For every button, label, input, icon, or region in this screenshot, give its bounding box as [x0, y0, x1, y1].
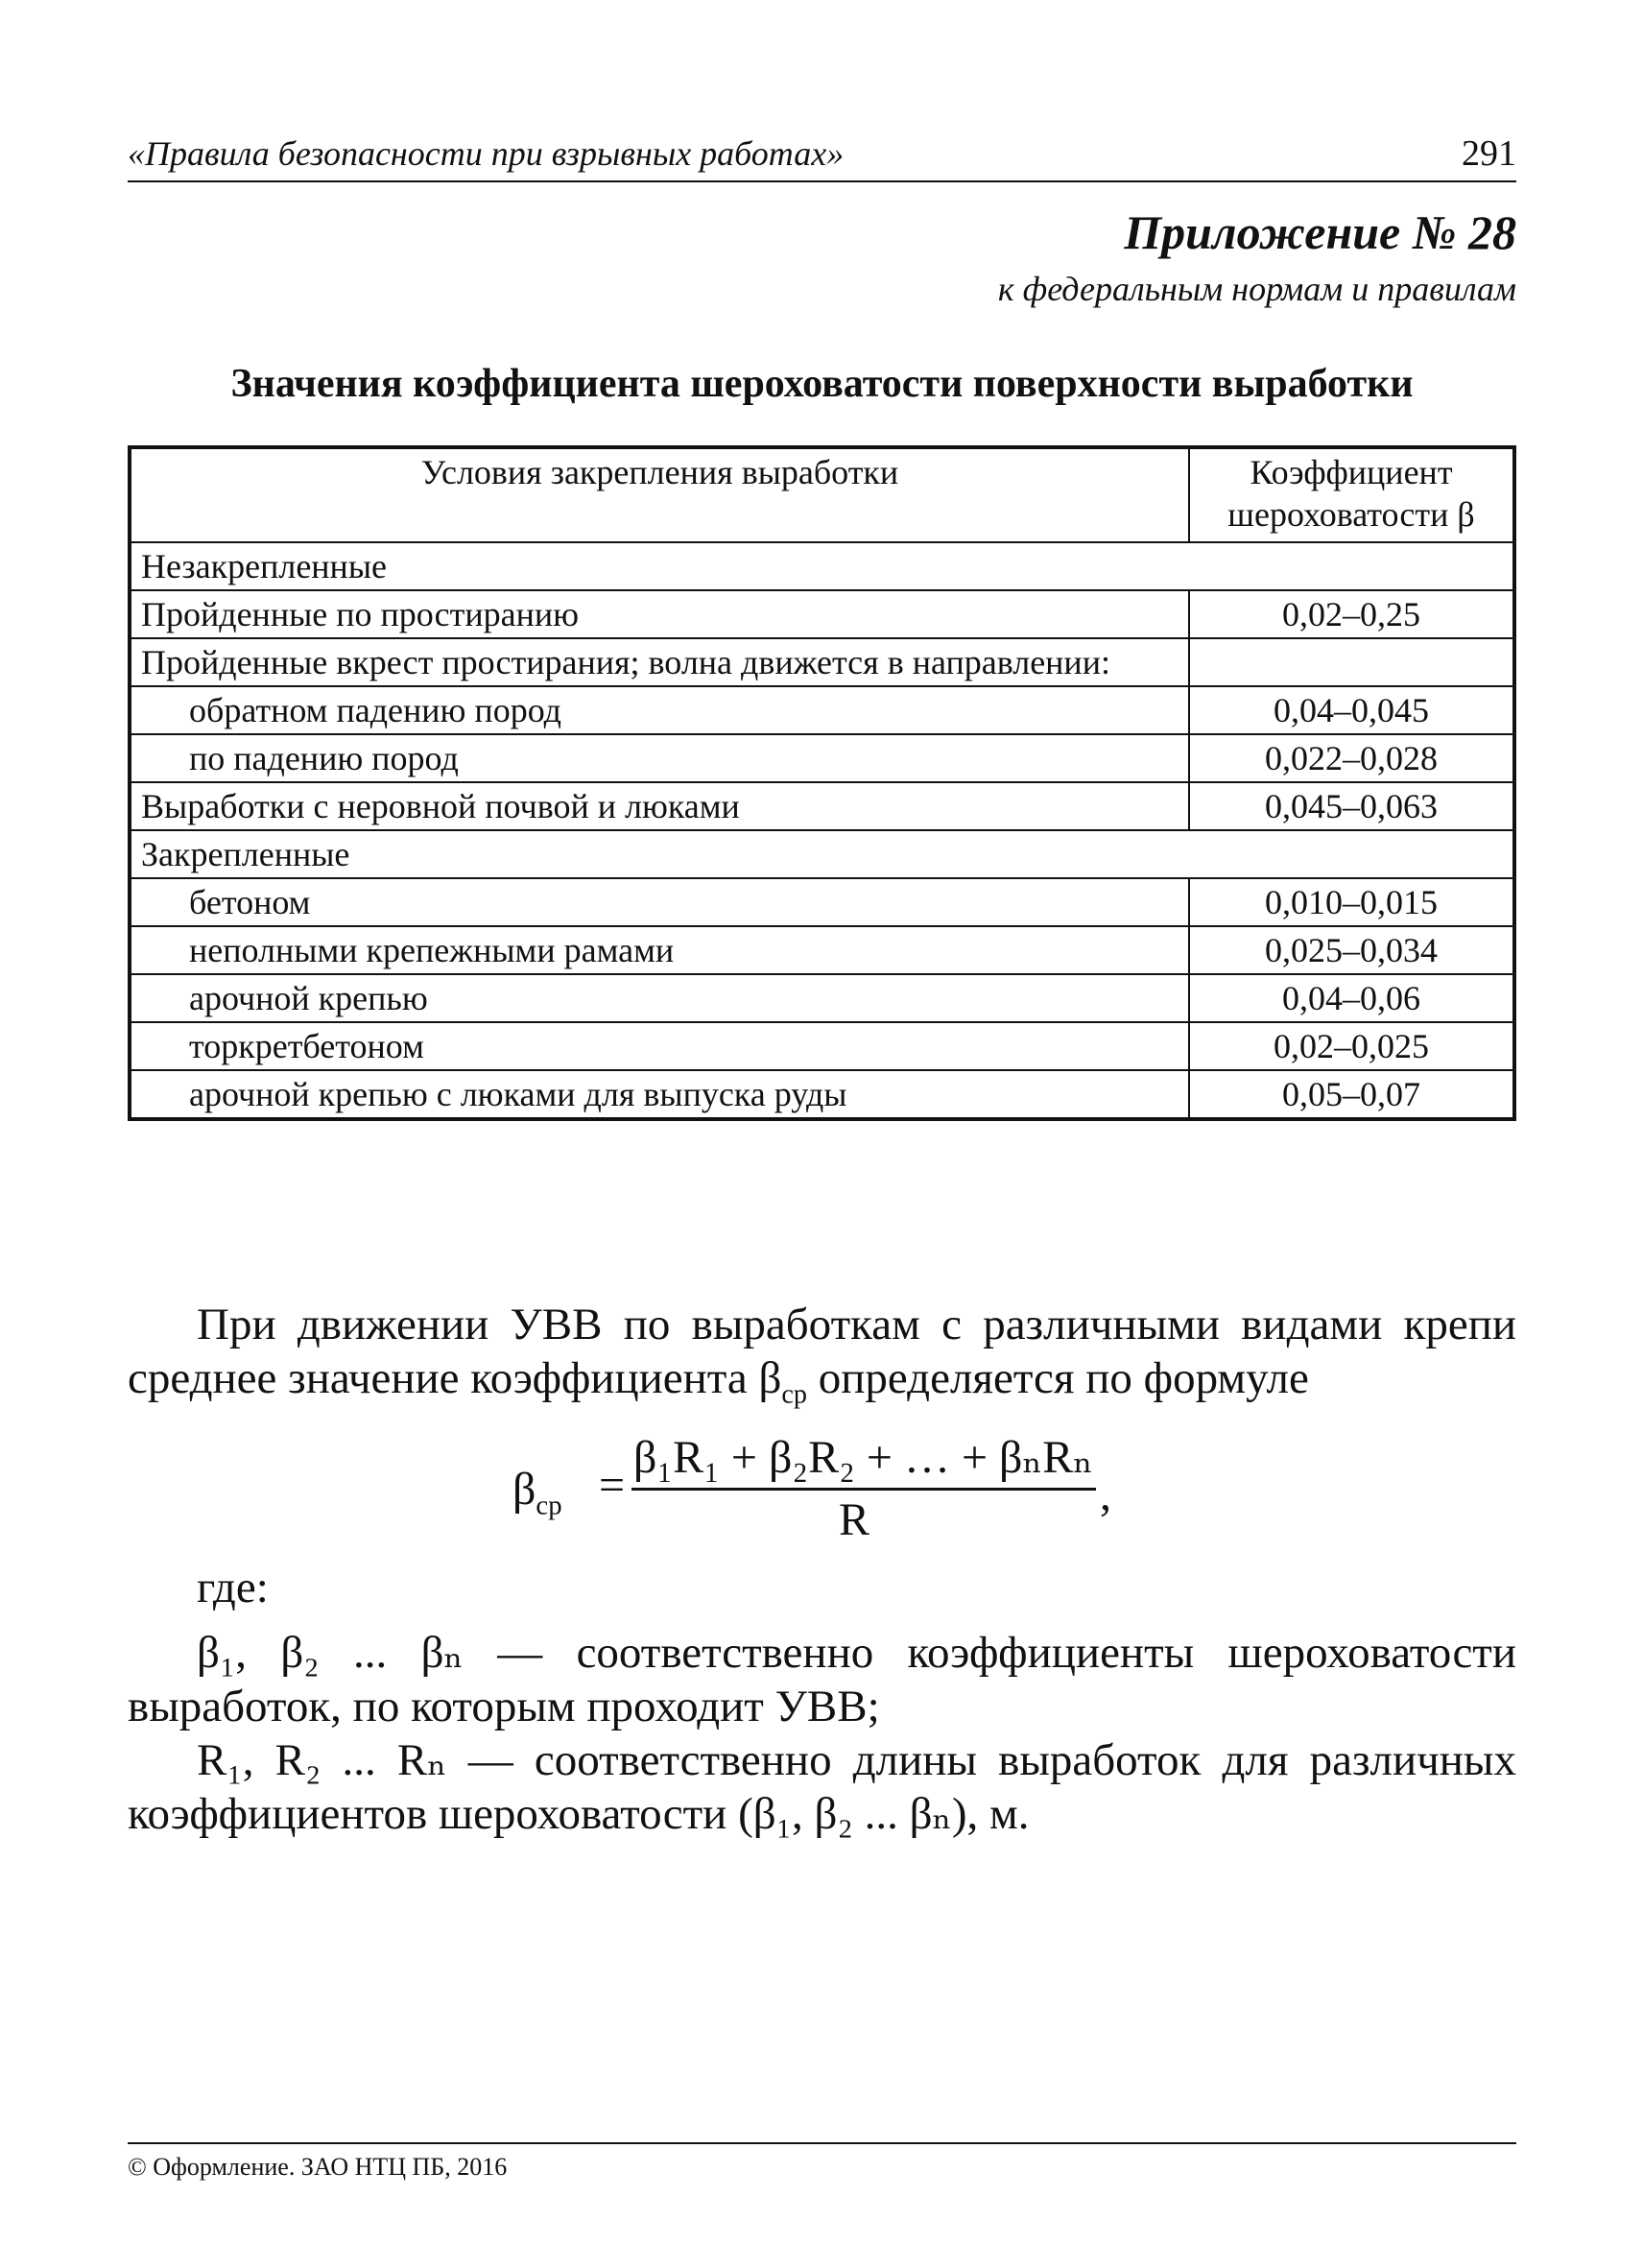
header-coefficient: Коэффициент шероховатости β	[1189, 447, 1514, 542]
table-row	[130, 542, 1514, 590]
row-label: обратном падению пород	[130, 686, 1189, 734]
row-value: 0,045–0,063	[1189, 782, 1514, 830]
intro-text-end: определяется по формуле	[807, 1353, 1309, 1403]
table-row	[130, 830, 1514, 878]
row-value: 0,04–0,045	[1189, 686, 1514, 734]
row-value: 0,02–0,025	[1189, 1022, 1514, 1070]
running-header	[128, 131, 1516, 182]
row-value: 0,05–0,07	[1189, 1070, 1514, 1119]
row-label: бетоном	[130, 878, 1189, 926]
row-label: торкретбетоном	[130, 1022, 1189, 1070]
running-title: «Правила безопасности при взрывных работах»	[128, 134, 845, 173]
formula-equals: =	[599, 1460, 626, 1511]
row-value: 0,02–0,25	[1189, 590, 1514, 638]
table-row	[130, 590, 1514, 638]
row-label: Выработки с неровной почвой и люками	[130, 782, 1189, 830]
table-row	[130, 686, 1514, 734]
footer-copyright: © Оформление. ЗАО НТЦ ПБ, 2016	[128, 2153, 508, 2181]
row-label: Закрепленные	[130, 830, 1514, 878]
intro-paragraph	[128, 1298, 1516, 1421]
intro-text: При движении УВВ по выработкам с различными видами крепи среднее значение коэффициента β	[128, 1300, 1516, 1403]
table-row	[130, 974, 1514, 1022]
intro-subscript: ср	[781, 1379, 808, 1410]
footer-divider	[128, 2142, 1516, 2144]
row-label: арочной крепью	[130, 974, 1189, 1022]
table-row	[130, 638, 1514, 686]
formula-numerator: β₁R₁ + β₂R₂ + … + βₙRₙ	[633, 1432, 1093, 1483]
row-label: по падению пород	[130, 734, 1189, 782]
table-row	[130, 734, 1514, 782]
row-label: Пройденные вкрест простирания; волна движется в направлении:	[130, 638, 1189, 686]
table-row	[130, 1022, 1514, 1070]
appendix-subtitle: к федеральным нормам и правилам	[997, 270, 1516, 308]
formula-lhs: $\beta_{ср}$	[512, 1464, 562, 1521]
table-row	[130, 1070, 1514, 1119]
table-row	[130, 782, 1514, 830]
table-title: Значения коэффициента шероховатости поверхности выработки	[230, 362, 1414, 406]
formula-comma: ,	[1100, 1469, 1111, 1520]
row-value	[1189, 638, 1514, 686]
fraction-bar	[631, 1488, 1096, 1491]
definition-r: R₁, R₂ ... Rₙ — соответственно длины выработок для различных коэффициентов шероховатости (β₁, β₂ ... βₙ), м.	[128, 1735, 1516, 1839]
table-row	[130, 878, 1514, 926]
row-value: 0,04–0,06	[1189, 974, 1514, 1022]
row-label: Пройденные по простиранию	[130, 590, 1189, 638]
table-row	[130, 926, 1514, 974]
header-conditions: Условия закрепления выработки	[130, 447, 1189, 542]
appendix-title: Приложение № 28	[1124, 205, 1516, 259]
table-header-row	[130, 447, 1514, 542]
page-number: 291	[1462, 133, 1516, 174]
row-label: Незакрепленные	[130, 542, 1514, 590]
roughness-table	[128, 445, 1516, 1121]
row-label: неполными крепежными рамами	[130, 926, 1189, 974]
where-label: где:	[197, 1563, 269, 1612]
row-value: 0,010–0,015	[1189, 878, 1514, 926]
row-value: 0,025–0,034	[1189, 926, 1514, 974]
row-label: арочной крепью с люками для выпуска руды	[130, 1070, 1189, 1119]
definition-beta: β₁, β₂ ... βₙ — соответственно коэффициенты шероховатости выработок, по которым проходит УВВ;	[128, 1628, 1516, 1731]
formula-denominator: R	[839, 1494, 870, 1545]
row-value: 0,022–0,028	[1189, 734, 1514, 782]
average-coefficient-formula	[512, 1430, 1127, 1564]
